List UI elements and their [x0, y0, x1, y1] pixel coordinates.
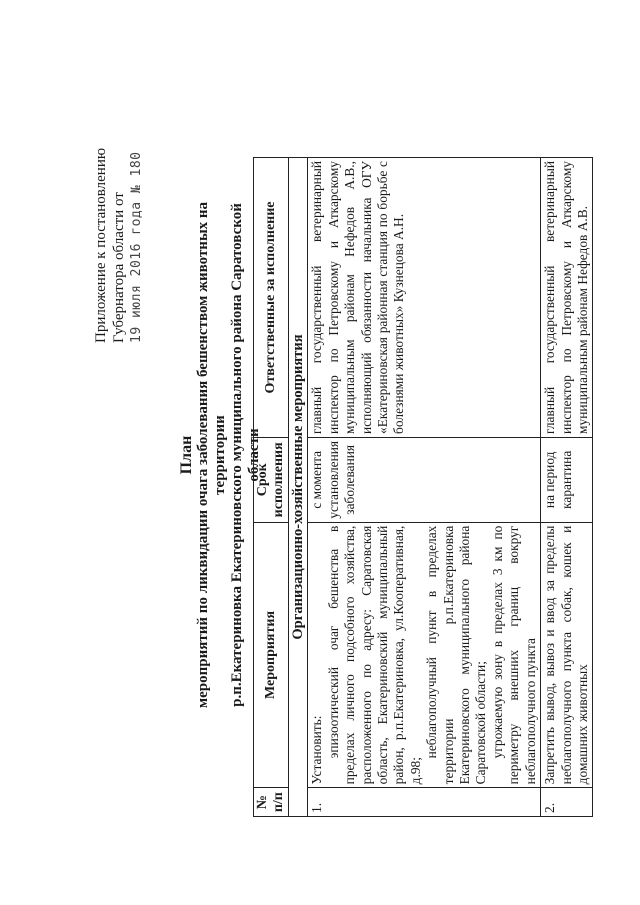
event-intro: Установить: — [309, 715, 325, 785]
row-number: 1. — [308, 788, 541, 817]
event-paragraph-2: неблагополучный пункт в пределах территории р.п.Екатериновка Екатериновского муниципального района Саратовской области; — [424, 525, 489, 785]
table-row — [541, 158, 593, 817]
appendix-line-2: Губернатора области от — [111, 192, 127, 343]
header-number: № п/п — [254, 788, 289, 817]
event-paragraph-3: угрожаемую зону в пределах 3 км по периметру внешних границ вокруг неблагополучного пункта — [489, 525, 538, 785]
row-responsible: главный государственный ветеринарный инспектор по Петровскому и Аткарскому муниципальным районам Нефедов А.В. — [541, 158, 593, 438]
appendix-line-1: Приложение к постановлению — [93, 147, 109, 343]
section-row — [289, 158, 308, 817]
appendix-note — [92, 83, 146, 343]
table-row — [308, 158, 541, 817]
plan-table — [253, 157, 593, 817]
document-title: План — [178, 435, 195, 475]
row-responsible: главный государственный ветеринарный инспектор по Петровскому и Аткарскому муниципальным районам Нефедов А.В., исполняющий обязанности начальника ОГУ «Екатериновская районная станция по борьбе с болезнями животных» Кузнецова А.Н. — [308, 158, 541, 438]
row-term: с момента установления заболевания — [308, 437, 541, 522]
header-term: Срок исполнения — [254, 437, 289, 522]
section-title: Организационно-хозяйственные мероприятия — [289, 158, 308, 817]
row-term: на период карантина — [541, 437, 593, 522]
appendix-date: 19 июля 2016 года № 180 — [129, 151, 144, 343]
header-events: Мероприятия — [254, 522, 289, 788]
header-responsible: Ответственные за исполнение — [254, 158, 289, 438]
row-events: Запретить вывод, вывоз и ввод за пределы неблагополучного пункта собак, кошек и домашних животных — [541, 522, 593, 788]
row-number: 2. — [541, 788, 593, 817]
document-subtitle-line-1: мероприятий по ликвидации очага заболевания бешенством животных на территории — [195, 201, 228, 709]
row-events — [308, 522, 541, 788]
table-header-row — [254, 158, 289, 817]
document-subtitle-line-2: р.п.Екатериновка Екатериновского муниципального района Саратовской области — [229, 203, 262, 707]
event-paragraph-1: эпизоотический очаг бешенства в пределах личного подсобного хозяйства, расположенного по адресу: Саратовская область, Екатериновский муниципальный район, р.п.Екатериновка, ул.Кооперативная, д.98; — [325, 525, 423, 785]
document-heading — [178, 175, 263, 735]
